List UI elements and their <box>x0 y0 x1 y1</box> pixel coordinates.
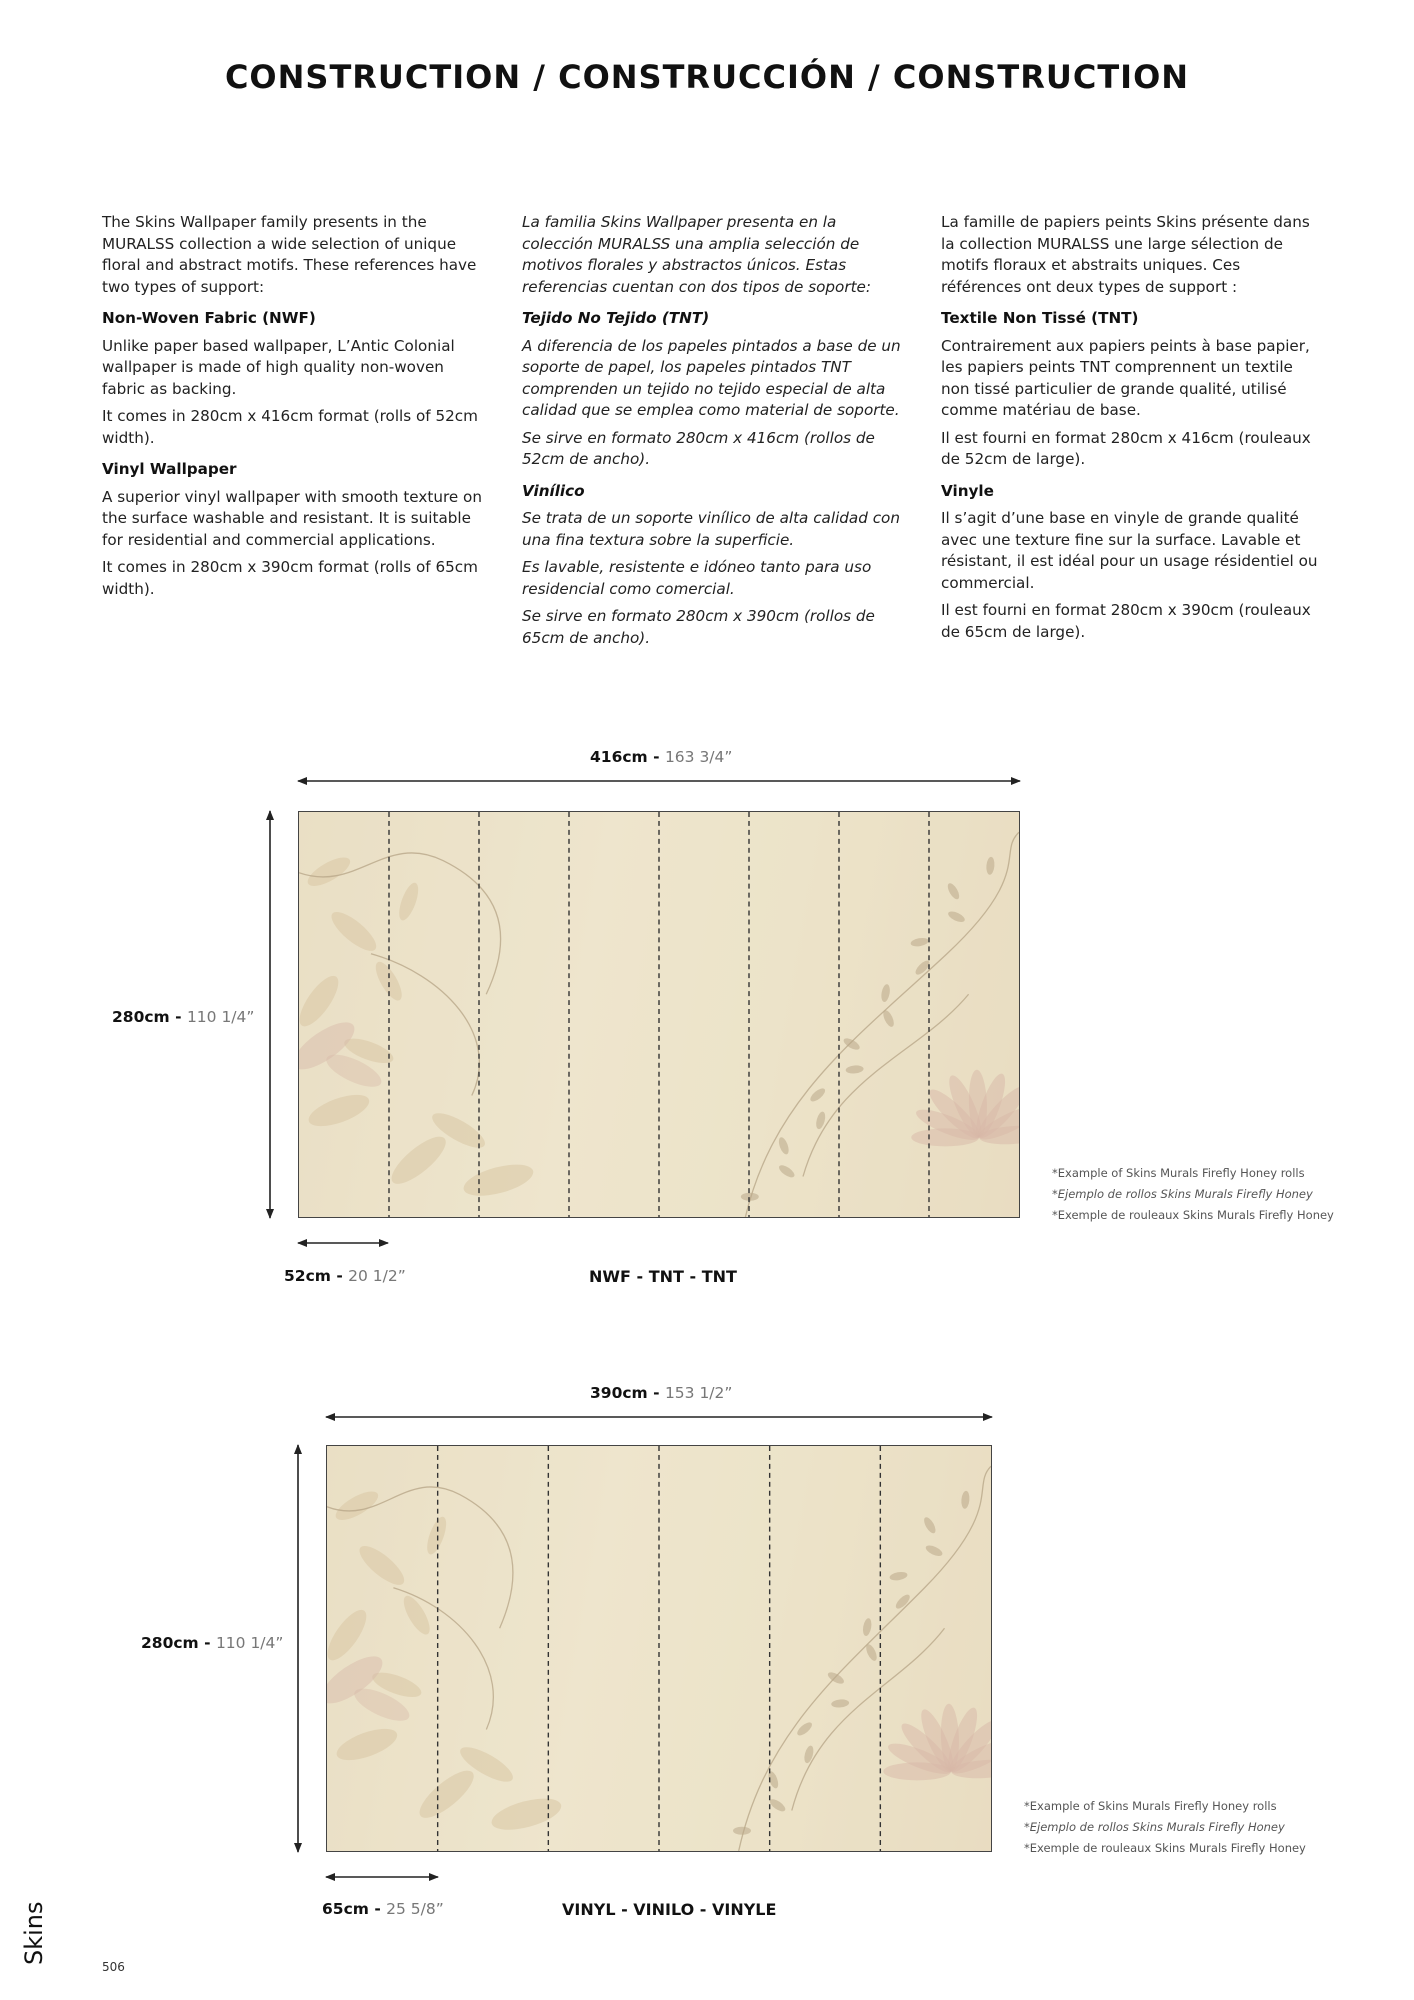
body-text: Se sirve en formato 280cm x 416cm (rollos de 52cm de ancho). <box>522 428 875 468</box>
height-label <box>141 1634 283 1652</box>
example-note <box>1052 1163 1334 1226</box>
body-text: Il est fourni en format 280cm x 416cm (rouleaux de 52cm de large). <box>941 428 1311 468</box>
note-es: *Ejemplo de rollos Skins Murals Firefly Honey <box>1052 1187 1313 1201</box>
roll-metric: 52cm <box>284 1267 331 1285</box>
body-text: Il est fourni en format 280cm x 390cm (rouleaux de 65cm de large). <box>941 601 1311 641</box>
body-text: It comes in 280cm x 390cm format (rolls of 65cm width). <box>102 558 478 598</box>
roll-imperial: 20 1/2” <box>348 1267 406 1285</box>
roll-metric: 65cm <box>322 1900 369 1918</box>
height-label <box>112 1008 254 1026</box>
section-heading: Vinyl Wallpaper <box>102 460 237 478</box>
page-title: CONSTRUCTION / CONSTRUCCIÓN / CONSTRUCTION <box>224 58 1190 96</box>
leaf-shape <box>733 1827 751 1835</box>
page-number: 506 <box>102 1960 125 1974</box>
example-note <box>1024 1796 1306 1859</box>
width-label <box>590 748 732 766</box>
mural-preview <box>298 811 1020 1218</box>
leaf-shape <box>741 1193 759 1201</box>
section-heading: Vinyle <box>941 481 994 500</box>
body-text: Il s’agit d’une base en vinyle de grande qualité avec une texture fine sur la surface. Lavable et résistant, il est idéal pour un usage résidentiel ou commercial. <box>941 509 1318 592</box>
width-imperial: 163 3/4” <box>664 748 733 766</box>
note-es: *Ejemplo de rollos Skins Murals Firefly Honey <box>1024 1820 1285 1834</box>
height-imperial: 110 1/4” <box>215 1634 284 1652</box>
width-metric: 390cm <box>590 1384 648 1402</box>
body-text: Unlike paper based wallpaper, L’Antic Colonial wallpaper is made of high quality non-woven fabric as backing. <box>102 336 455 398</box>
note-en: *Example of Skins Murals Firefly Honey rolls <box>1052 1166 1305 1180</box>
height-metric: 280cm <box>112 1008 170 1026</box>
section-heading: Non-Woven Fabric (NWF) <box>102 309 316 327</box>
mural-artwork <box>299 812 1019 1217</box>
height-metric: 280cm <box>141 1634 199 1652</box>
note-fr: *Exemple de rouleaux Skins Murals Firefly Honey <box>1052 1208 1334 1222</box>
section-heading: Textile Non Tissé (TNT) <box>941 309 1139 327</box>
intro-text: La famille de papiers peints Skins présente dans la collection MURALSS une large sélection de motifs floraux et abstraits uniques. Ces références ont deux types de support : <box>941 213 1310 296</box>
body-text: Es lavable, resistente e idóneo tanto para uso residencial como comercial. <box>522 558 872 598</box>
material-label: VINYL - VINILO - VINYLE <box>562 1900 777 1919</box>
separator: - <box>198 1634 216 1652</box>
intro-text: The Skins Wallpaper family presents in the MURALSS collection a wide selection of unique floral and abstract motifs. These references have two types of support: <box>102 213 477 296</box>
separator: - <box>169 1008 187 1026</box>
separator: - <box>330 1267 349 1285</box>
width-metric: 416cm <box>590 748 648 766</box>
body-text: Contrairement aux papiers peints à base papier, les papiers peints TNT comprennent un textile non tissé particulier de grande qualité, utilisé comme matériau de base. <box>941 336 1310 419</box>
body-text: Se sirve en formato 280cm x 390cm (rollos de 65cm de ancho). <box>522 607 875 647</box>
note-fr: *Exemple de rouleaux Skins Murals Firefly Honey <box>1024 1841 1306 1855</box>
width-imperial: 153 1/2” <box>664 1384 733 1402</box>
section-heading: Tejido No Tejido (TNT) <box>522 309 710 327</box>
height-imperial: 110 1/4” <box>186 1008 255 1026</box>
separator: - <box>647 748 665 766</box>
roll-width-label <box>284 1267 406 1285</box>
spanish-column <box>522 212 904 655</box>
section-side-label: Skins <box>20 1901 48 1965</box>
english-column <box>102 212 484 606</box>
section-heading: Vinílico <box>522 481 585 500</box>
material-label: NWF - TNT - TNT <box>589 1267 737 1286</box>
mural-preview <box>326 1445 992 1852</box>
body-text: It comes in 280cm x 416cm format (rolls of 52cm width). <box>102 407 478 447</box>
note-en: *Example of Skins Murals Firefly Honey rolls <box>1024 1799 1277 1813</box>
intro-text: La familia Skins Wallpaper presenta en la colección MURALSS una amplia selección de motivos florales y abstractos únicos. Estas referencias cuentan con dos tipos de soporte: <box>522 213 871 296</box>
mural-artwork <box>327 1446 991 1851</box>
french-column <box>941 212 1323 649</box>
body-text: Se trata de un soporte vinílico de alta calidad con una fina textura sobre la superficie. <box>522 509 900 549</box>
roll-imperial: 25 5/8” <box>386 1900 444 1918</box>
body-text: A superior vinyl wallpaper with smooth texture on the surface washable and resistant. It is suitable for residential and commercial applications. <box>102 487 482 549</box>
separator: - <box>368 1900 387 1918</box>
separator: - <box>647 1384 665 1402</box>
body-text: A diferencia de los papeles pintados a base de un soporte de papel, los papeles pintados TNT comprenden un tejido no tejido especial de alta calidad que se emplea como material de soporte. <box>522 336 901 419</box>
roll-width-label <box>322 1900 444 1918</box>
width-label <box>590 1384 732 1402</box>
